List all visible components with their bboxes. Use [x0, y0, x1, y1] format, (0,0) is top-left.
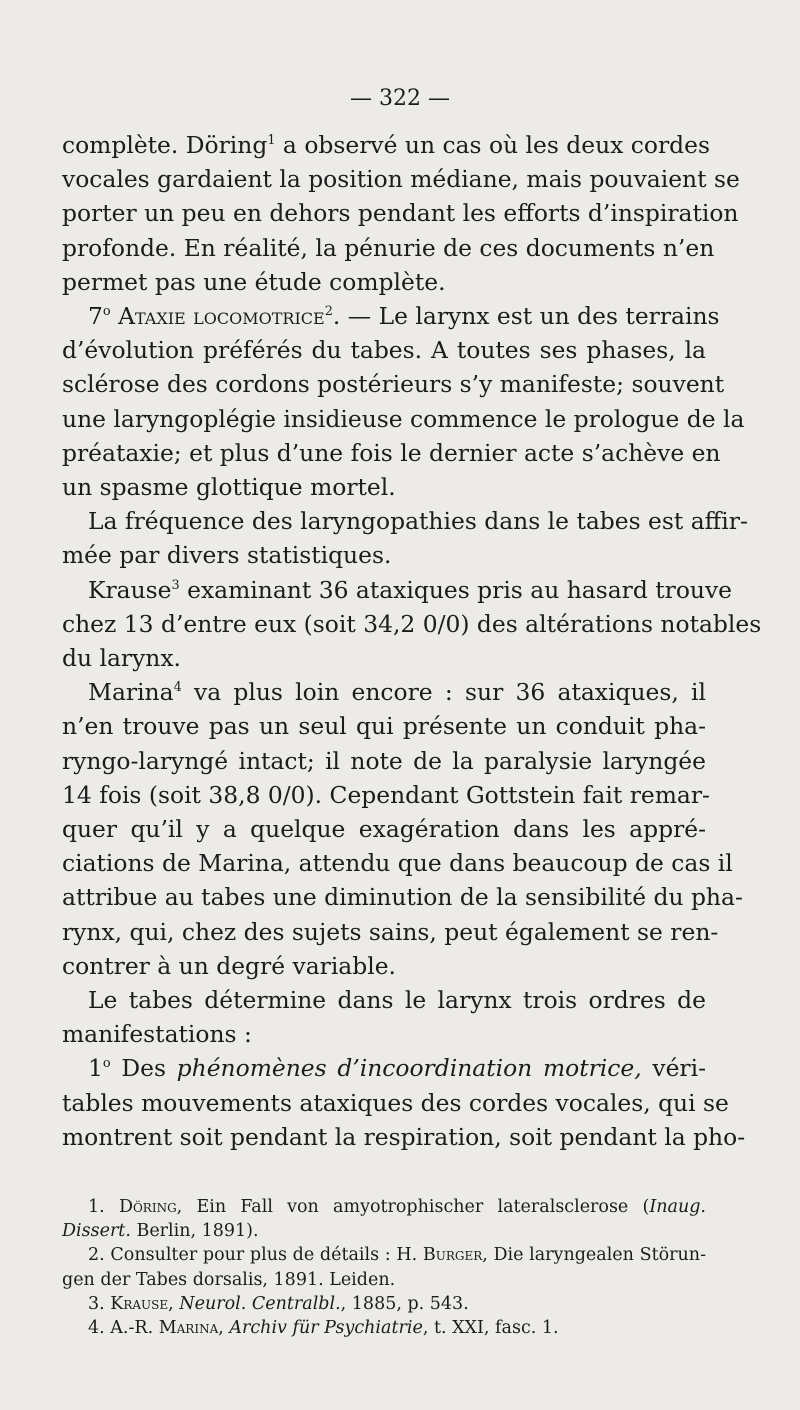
- text-line: manifestations :: [62, 1020, 252, 1049]
- footnotes: [62, 1195, 706, 1340]
- footnote-ref: 2: [324, 304, 333, 320]
- text-line: sclérose des cordons postérieurs s’y manifeste; souvent: [62, 370, 725, 399]
- emphasis: phénomènes d’incoordination motrice,: [176, 1054, 642, 1083]
- footnote-4: 4. A.-R. Marina, Archiv für Psychiatrie, t. XXI, fasc. 1.: [88, 1318, 559, 1339]
- text-line: attribue au tabes une diminution de la sensibilité du pha-: [62, 883, 743, 912]
- text-line: Le tabes détermine dans le larynx trois ordres de: [88, 986, 706, 1015]
- text-line: porter un peu en dehors pendant les efforts d’inspiration: [62, 199, 739, 228]
- page-number: — 322 —: [350, 86, 450, 111]
- text-line: profonde. En réalité, la pénurie de ces documents n’en: [62, 233, 715, 262]
- body-text: [62, 128, 762, 1154]
- text-line: un spasme glottique mortel.: [62, 473, 396, 502]
- footnote-3: 3. Krause, Neurol. Centralbl., 1885, p. 543.: [88, 1293, 469, 1314]
- footnote-1: 1. Döring, Ein Fall von amyotrophischer lateralsclerose (Inaug.: [88, 1197, 706, 1217]
- footnote-2: 2. Consulter pour plus de détails : H. Burger, Die laryngealen Störun-: [88, 1245, 706, 1266]
- text-line: d’évolution préférés du tabes. A toutes ses phases, la: [62, 336, 706, 365]
- text-line: Marina$^4$ va plus loin encore : sur 36 ataxiques, il: [88, 678, 706, 707]
- text-line: mée par divers statistiques.: [62, 541, 392, 570]
- text-line: préataxie; et plus d’une fois le dernier acte s’achève en: [62, 438, 721, 467]
- footnote-ref: 1: [267, 133, 276, 148]
- text-line: permet pas une étude complète.: [62, 267, 446, 296]
- text-line: contrer à un degré variable.: [62, 951, 396, 980]
- text-line: ciations de Marina, attendu que dans beaucoup de cas il: [62, 849, 733, 878]
- text-line: chez 13 d’entre eux (soit 34,2 0/0) des altérations notables: [62, 609, 762, 638]
- text-line: quer qu’il y a quelque exagération dans les appré-: [62, 815, 706, 844]
- section-heading: Ataxie locomotrice: [110, 302, 325, 331]
- footnote-ref: 4: [173, 680, 182, 696]
- text-line: complète. Döring$^1$ a observé un cas où les deux cordes: [62, 131, 710, 159]
- section-heading-line: 7$^o$ Ataxie locomotrice$^2$. — Le larynx est un des terrains: [88, 302, 720, 331]
- text-line: du larynx.: [62, 644, 181, 673]
- text-line: rynx, qui, chez des sujets sains, peut également se ren-: [62, 917, 719, 946]
- footnote-1-cont: Dissert. Berlin, 1891).: [62, 1221, 259, 1242]
- footnote-ref: 3: [171, 577, 180, 593]
- text-line: vocales gardaient la position médiane, mais pouvaient se: [62, 165, 740, 194]
- text-line: tables mouvements ataxiques des cordes vocales, qui se: [62, 1088, 729, 1117]
- text-line: La fréquence des laryngopathies dans le tabes est affir-: [88, 507, 748, 536]
- footnote-2-cont: gen der Tabes dorsalis, 1891. Leiden.: [62, 1269, 396, 1290]
- text-line: Krause$^3$ examinant 36 ataxiques pris au hasard trouve: [88, 575, 733, 604]
- text-line: ryngo-laryngé intact; il note de la paralysie laryngée: [62, 746, 706, 775]
- text-line: 1$^o$ Des phénomènes d’incoordination motrice, véri-: [88, 1054, 706, 1083]
- text-line: une laryngoplégie insidieuse commence le prologue de la: [62, 404, 745, 433]
- text-line: 14 fois (soit 38,8 0/0). Cependant Gottstein fait remar-: [62, 780, 710, 809]
- text-line: montrent soit pendant la respiration, soit pendant la pho-: [62, 1122, 746, 1151]
- text-line: n’en trouve pas un seul qui présente un conduit pha-: [62, 712, 706, 741]
